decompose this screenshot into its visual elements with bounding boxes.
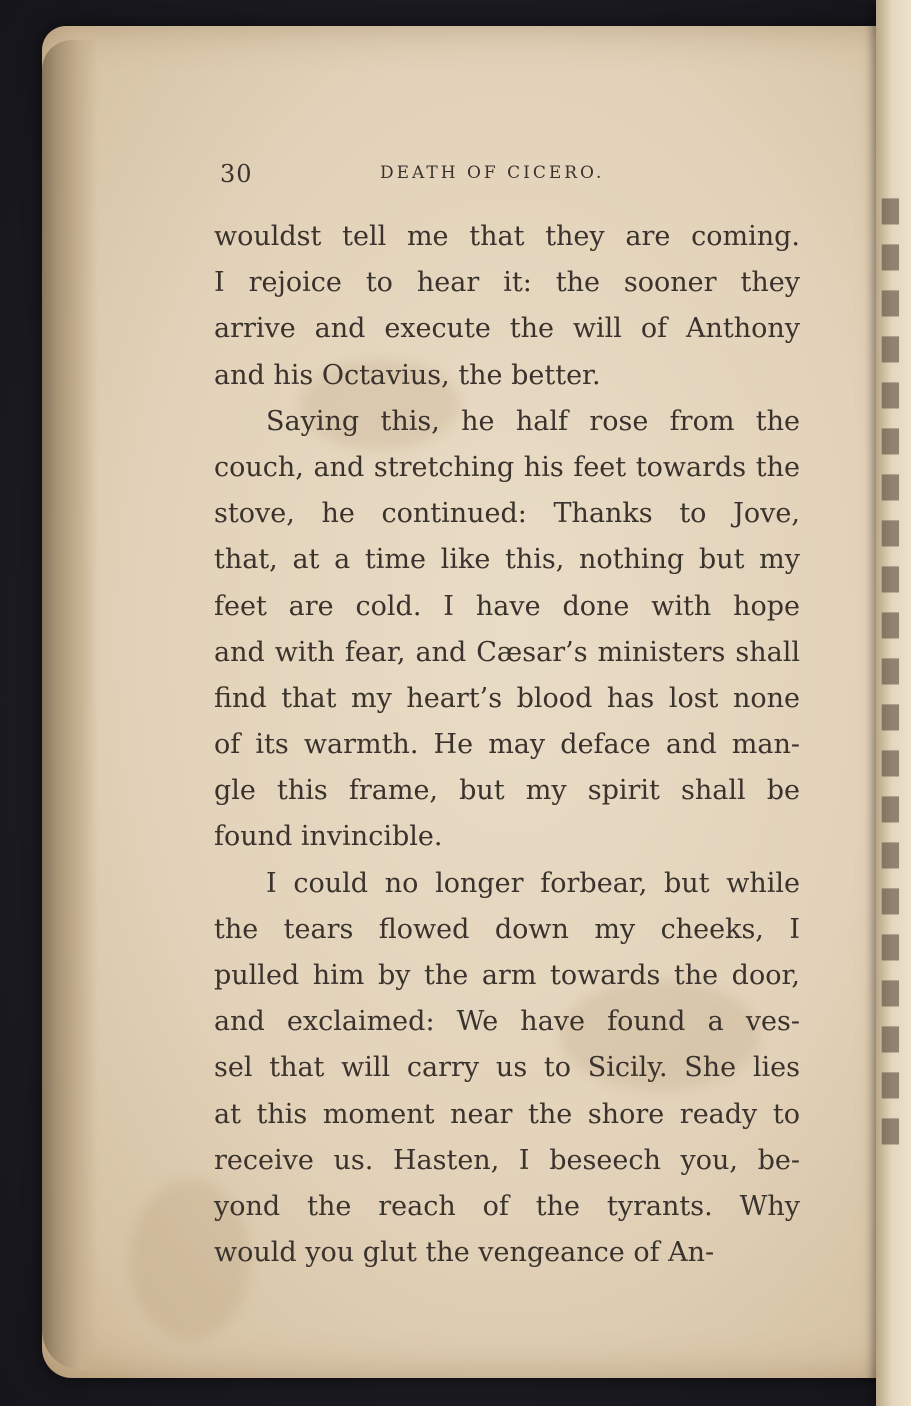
text-line: would you glut the vengeance of An- — [214, 1237, 715, 1269]
text-line: found invincible. — [214, 821, 443, 853]
body-text — [214, 214, 800, 1276]
text-line: Saying this, he half rose from the — [266, 405, 800, 437]
page-gutter-shadow — [42, 40, 98, 1370]
text-line: find that my heart’s blood has lost none — [214, 682, 800, 714]
text-line: gle this frame, but my spirit shall be — [214, 775, 800, 807]
running-title: DEATH OF CICERO. — [380, 163, 605, 183]
text-line: stove, he continued: Thanks to Jove, — [214, 498, 800, 530]
text-line: couch, and stretching his feet towards the — [214, 451, 800, 483]
text-line: feet are cold. I have done with hope — [214, 590, 800, 622]
paragraph — [214, 861, 800, 1277]
paragraph — [214, 399, 800, 861]
text-line: yond the reach of the tyrants. Why — [214, 1190, 800, 1222]
text-line: arrive and execute the will of Anthony — [214, 313, 800, 345]
page-header — [214, 160, 800, 200]
text-line: and his Octavius, the better. — [214, 359, 601, 391]
facing-page-edge — [876, 0, 911, 1406]
text-line: the tears flowed down my cheeks, I — [214, 913, 800, 945]
text-line: and with fear, and Cæsar’s ministers shall — [214, 636, 800, 668]
text-line: at this moment near the shore ready to — [214, 1098, 800, 1130]
text-line: that, at a time like this, nothing but my — [214, 544, 800, 576]
facing-page-bleed-text: █ █ █ █ █ █ █ █ █ █ █ █ █ █ █ █ █ █ █ █ █ — [882, 200, 899, 1145]
text-line: I could no longer forbear, but while — [266, 867, 800, 899]
text-line: wouldst tell me that they are coming. — [214, 221, 800, 252]
text-line: of its warmth. He may deface and man- — [214, 729, 800, 761]
paragraph — [214, 214, 800, 399]
page-number: 30 — [220, 160, 253, 188]
text-line: receive us. Hasten, I beseech you, be- — [214, 1144, 800, 1176]
text-line: I rejoice to hear it: the sooner they — [214, 267, 800, 299]
text-line: pulled him by the arm towards the door, — [214, 960, 800, 991]
page-content — [214, 160, 800, 1276]
text-line: and exclaimed: We have found a ves- — [214, 1006, 800, 1038]
text-line: sel that will carry us to Sicily. She lies — [214, 1052, 800, 1084]
